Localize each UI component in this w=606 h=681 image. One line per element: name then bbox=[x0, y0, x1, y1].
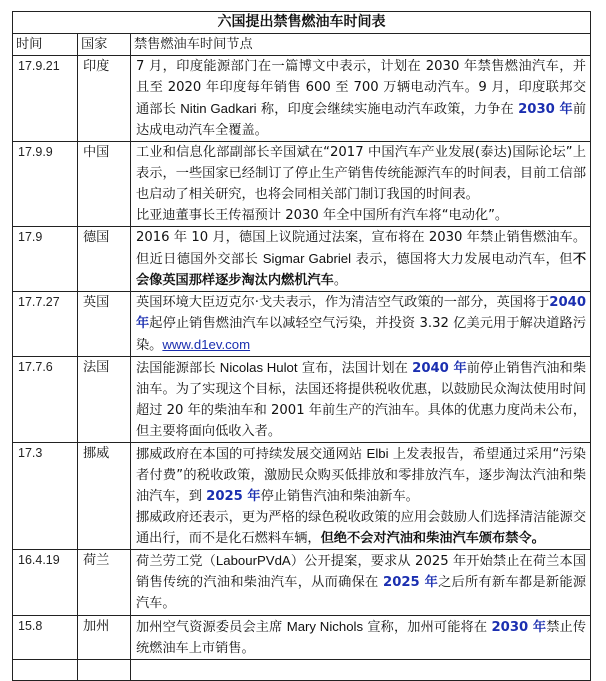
row-date: 17.9 bbox=[13, 227, 78, 292]
table-row bbox=[13, 292, 591, 357]
row-country: 加州 bbox=[78, 616, 131, 660]
table-row bbox=[13, 357, 591, 443]
text: 停止销售汽油和柴油新车。 bbox=[260, 489, 419, 504]
person-name: Sigmar Gabriel bbox=[262, 251, 352, 266]
table-row bbox=[13, 227, 591, 292]
row-country: 印度 bbox=[78, 56, 131, 142]
row-date: 17.9.9 bbox=[13, 142, 78, 227]
row-content bbox=[131, 292, 591, 357]
text: 起停止销售燃油汽车以减轻空气污染，并投资 3.32 亿美元用于解决道路污染。 bbox=[136, 316, 587, 353]
row-date: 17.9.21 bbox=[13, 56, 78, 142]
row-content bbox=[131, 443, 591, 550]
row-content bbox=[131, 616, 591, 660]
ban-timeline-table bbox=[12, 11, 591, 681]
person-name: Nicolas Hulot bbox=[219, 360, 298, 375]
highlight-year: 2025 年 bbox=[383, 575, 439, 590]
row-country: 法国 bbox=[78, 357, 131, 443]
row-content bbox=[131, 227, 591, 292]
text: 宣布，法国计划在 bbox=[297, 361, 413, 376]
text: 2016 年 10 月，德国上议院通过法案，宣布将在 2030 年禁止销售燃油车。但近日德国外交部长 bbox=[136, 230, 587, 267]
empty-cell bbox=[13, 660, 78, 681]
table-row bbox=[13, 56, 591, 142]
row-date: 17.7.27 bbox=[13, 292, 78, 357]
row-country: 英国 bbox=[78, 292, 131, 357]
header-country: 国家 bbox=[78, 34, 131, 56]
party-name: LabourPVdA bbox=[215, 553, 291, 568]
highlight-year: 2025 年 bbox=[206, 489, 261, 504]
text: ）公开提案，要求从 2025 年开始禁止在荷兰本国销售传统的汽油和柴油汽车，从而确保在 bbox=[136, 554, 587, 590]
source-link[interactable]: www.d1ev.com bbox=[162, 337, 251, 352]
row-date: 17.3 bbox=[13, 443, 78, 550]
row-content bbox=[131, 357, 591, 443]
text: 上发表报告，希望通过采用“污染者付费”的税收政策，激励民众购买低排放和零排放汽车，逐步淘汰汽油和柴油汽车，到 bbox=[136, 447, 587, 504]
table-row bbox=[13, 142, 591, 227]
text: 前停止销售汽油和柴油车。为了实现这个目标，法国还将提供税收优惠，以鼓励民众淘汰使用时间超过 20 年的柴油车和 2001 年前生产的汽油车。具体的优惠力度尚未公布，但主要将面向低收入者。 bbox=[136, 361, 587, 439]
table-row bbox=[13, 550, 591, 616]
row-country: 中国 bbox=[78, 142, 131, 227]
empty-row bbox=[13, 660, 591, 681]
table-row bbox=[13, 443, 591, 550]
person-name: Nitin Gadkari bbox=[180, 101, 257, 116]
highlight-year: 2030 年 bbox=[491, 620, 547, 635]
bold-text: 但绝不会对汽油和柴油汽车颁布禁令。 bbox=[320, 531, 545, 546]
text: 之后所有新车都是新能源汽车。 bbox=[136, 575, 587, 611]
header-row bbox=[13, 34, 591, 56]
text: 挪威政府在本国的可持续发展交通网站 bbox=[136, 447, 367, 462]
paragraph: 工业和信息化部副部长辛国斌在“2017 中国汽车产业发展(泰达)国际论坛”上表示，一些国家已经制订了停止生产销售传统能源汽车的时间表，目前工信部也启动了相关研究，也将会同相关部门制订我国的时间表。 bbox=[136, 145, 587, 202]
text: 7 月，印度能源部门在一篇博文中表示，计划在 2030 年禁售燃油汽车，并且至 2020 年印度每年销售 600 至 700 万辆电动汽车。9 月，印度联邦交通部长 bbox=[136, 59, 587, 117]
row-content bbox=[131, 142, 591, 227]
text: 前达成电动汽车全覆盖。 bbox=[136, 102, 587, 138]
header-content: 禁售燃油车时间节点 bbox=[131, 34, 591, 56]
text: 宣称，加州可能将在 bbox=[363, 620, 492, 635]
text: 禁止传统燃油车上市销售。 bbox=[136, 620, 587, 656]
row-content bbox=[131, 550, 591, 616]
header-time: 时间 bbox=[13, 34, 78, 56]
empty-cell bbox=[131, 660, 591, 681]
empty-cell bbox=[78, 660, 131, 681]
text: 。 bbox=[333, 273, 347, 288]
text: 挪威政府还表示，更为严格的绿色税收政策的应用会鼓励人们选择清洁能源交通出行，而不是化石燃料车辆， bbox=[136, 510, 587, 546]
row-country: 荷兰 bbox=[78, 550, 131, 616]
highlight-year: 2030 年 bbox=[518, 102, 573, 117]
highlight-year: 2040 年 bbox=[136, 295, 587, 331]
row-date: 15.8 bbox=[13, 616, 78, 660]
row-content bbox=[131, 56, 591, 142]
text: 表示，德国将大力发展电动汽车，但 bbox=[351, 252, 573, 267]
row-date: 17.7.6 bbox=[13, 357, 78, 443]
highlight-year: 2040 年 bbox=[412, 361, 467, 376]
paragraph: 比亚迪董事长王传福预计 2030 年全中国所有汽车将“电动化”。 bbox=[136, 208, 509, 223]
text: 称，印度会继续实施电动汽车政策，力争在 bbox=[256, 102, 519, 117]
table-title: 六国提出禁售燃油车时间表 bbox=[13, 12, 591, 34]
row-country: 挪威 bbox=[78, 443, 131, 550]
text: 加州空气资源委员会主席 bbox=[136, 620, 287, 635]
bold-text: 不会像英国那样逐步淘汰内燃机汽车 bbox=[136, 252, 587, 288]
row-date: 16.4.19 bbox=[13, 550, 78, 616]
person-name: Mary Nichols bbox=[286, 619, 364, 634]
website-name: Elbi bbox=[366, 446, 389, 461]
table-row bbox=[13, 616, 591, 660]
text: 英国环境大臣迈克尔·戈夫表示，作为清洁空气政策的一部分，英国将于 bbox=[136, 295, 550, 310]
text: 荷兰劳工党（ bbox=[136, 554, 216, 569]
text: 法国能源部长 bbox=[136, 361, 220, 376]
row-country: 德国 bbox=[78, 227, 131, 292]
